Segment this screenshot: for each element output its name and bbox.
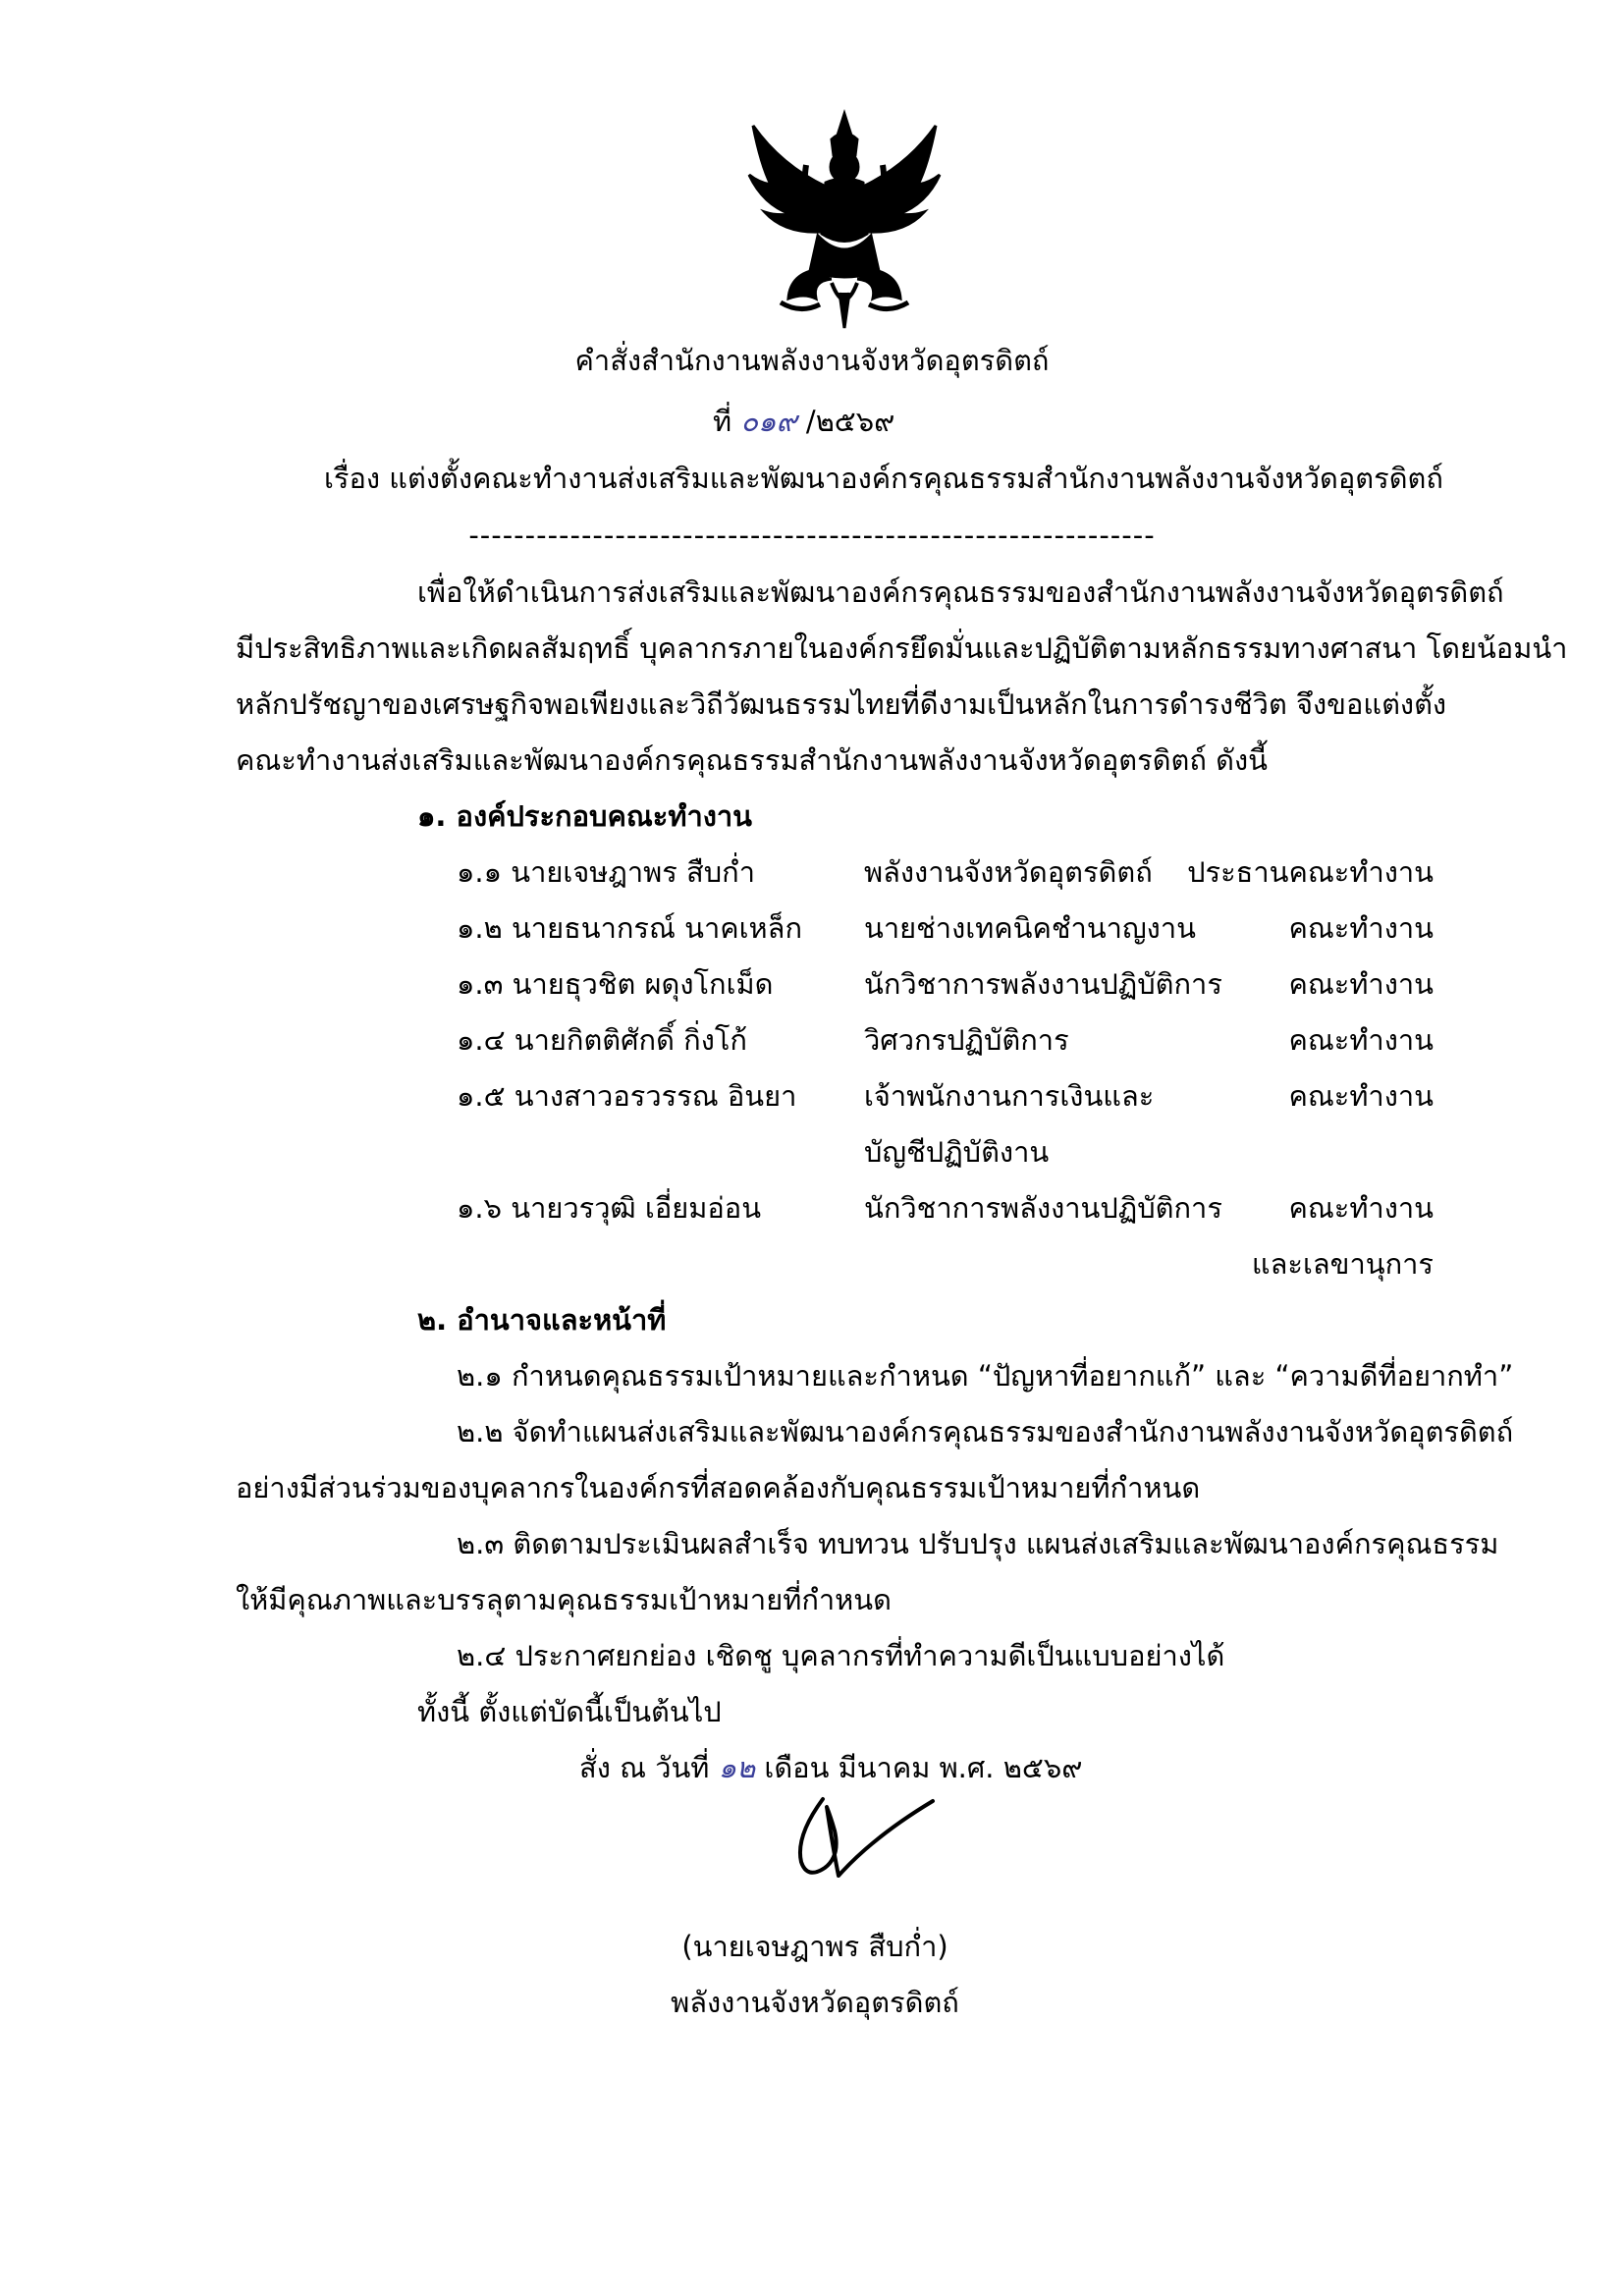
intro-line-4: คณะทำงานส่งเสริมและพัฒนาองค์กรคุณธรรมสำนักงานพลังงานจังหวัดอุตรดิตถ์ ดังนี้ <box>236 743 1268 777</box>
member-row-3-role: คณะทำงาน <box>1288 967 1434 1001</box>
duty-item-3-cont: ให้มีคุณภาพและบรรลุตามคุณธรรมเป้าหมายที่กำหนด <box>236 1583 892 1616</box>
member-row-4-name <box>457 1020 747 1060</box>
subject-label: เรื่อง <box>324 462 381 495</box>
member-no: ๑.๔ <box>457 1023 506 1057</box>
member-row-6-role: คณะทำงาน <box>1288 1191 1434 1225</box>
member-row-5-position-cont: บัญชีปฏิบัติงาน <box>864 1135 1050 1169</box>
member-row-2-role: คณะทำงาน <box>1288 911 1434 945</box>
header-divider: ------------------------------------------------------------- <box>468 519 1156 552</box>
member-name: นายธนากรณ์ นาคเหล็ก <box>511 911 803 945</box>
member-row-3-position: นักวิชาการพลังงานปฏิบัติการ <box>864 967 1222 1001</box>
intro-line-3: หลักปรัชญาของเศรษฐกิจพอเพียงและวิถีวัฒนธรรมไทยที่ดีงามเป็นหลักในการดำรงชีวิต จึงขอแต่งตั้ง <box>236 687 1447 721</box>
signer-name: (นายเจษฎาพร สืบก่ำ) <box>681 1930 948 1963</box>
member-name: นางสาวอรวรรณ อินยา <box>514 1079 797 1113</box>
duty-item-4: ๒.๔ ประกาศยกย่อง เชิดชู บุคลากรที่ทำความดีเป็นแบบอย่างได้ <box>457 1639 1225 1672</box>
signature-mark <box>776 1777 943 1886</box>
member-row-6-position: นักวิชาการพลังงานปฏิบัติการ <box>864 1191 1222 1225</box>
order-date-suffix: เดือน มีนาคม พ.ศ. ๒๕๖๙ <box>764 1751 1083 1784</box>
order-number-suffix: /๒๕๖๙ <box>805 405 895 438</box>
garuda-emblem-icon <box>741 106 947 332</box>
member-name: นายธุวชิต ผดุงโกเม็ด <box>512 967 774 1001</box>
intro-line-2: มีประสิทธิภาพและเกิดผลสัมฤทธิ์ บุคลากรภายในองค์กรยึดมั่นและปฏิบัติตามหลักธรรมทางศาสนา โดยน้อมนำ <box>236 631 1568 665</box>
duty-item-2-cont: อย่างมีส่วนร่วมของบุคลากรในองค์กรที่สอดคล้องกับคุณธรรมเป้าหมายที่กำหนด <box>236 1471 1201 1504</box>
member-name: นายกิตติศักดิ์ กิ่งโก้ <box>514 1023 747 1057</box>
member-no: ๑.๕ <box>457 1079 506 1113</box>
order-number-handwritten: ๐๑๙ <box>740 405 797 438</box>
subject-line <box>324 459 1443 498</box>
member-row-5-name <box>457 1076 796 1116</box>
member-row-2-position: นายช่างเทคนิคชำนาญงาน <box>864 911 1196 945</box>
order-day-handwritten: ๑๒ <box>718 1751 756 1784</box>
order-date-prefix: สั่ง ณ วันที่ <box>579 1751 710 1784</box>
member-row-6-name <box>457 1188 761 1228</box>
intro-line-1: เพื่อให้ดำเนินการส่งเสริมและพัฒนาองค์กรคุณธรรมของสำนักงานพลังงานจังหวัดอุตรดิตถ์ <box>417 575 1504 609</box>
member-no: ๑.๖ <box>457 1191 503 1225</box>
subject-text: แต่งตั้งคณะทำงานส่งเสริมและพัฒนาองค์กรคุณธรรมสำนักงานพลังงานจังหวัดอุตรดิตถ์ <box>389 462 1443 495</box>
member-no: ๑.๒ <box>457 911 503 945</box>
duty-item-3: ๒.๓ ติดตามประเมินผลสำเร็จ ทบทวน ปรับปรุง แผนส่งเสริมและพัฒนาองค์กรคุณธรรม <box>457 1527 1499 1560</box>
member-row-4-position: วิศวกรปฏิบัติการ <box>864 1023 1069 1057</box>
duty-item-1: ๒.๑ กำหนดคุณธรรมเป้าหมายและกำหนด “ปัญหาที่อยากแก้” และ “ความดีที่อยากทำ” <box>457 1359 1514 1393</box>
order-number-prefix: ที่ <box>713 405 732 438</box>
order-number <box>713 402 894 441</box>
section2-heading: ๒. อำนาจและหน้าที่ <box>417 1303 667 1337</box>
member-name: นายวรวุฒิ เอี่ยมอ่อน <box>511 1191 762 1225</box>
signer-title: พลังงานจังหวัดอุตรดิตถ์ <box>671 1986 959 2019</box>
duty-item-2: ๒.๒ จัดทำแผนส่งเสริมและพัฒนาองค์กรคุณธรรมของสำนักงานพลังงานจังหวัดอุตรดิตถ์ <box>457 1415 1514 1449</box>
section1-heading: ๑. องค์ประกอบคณะทำงาน <box>417 799 752 833</box>
member-no: ๑.๑ <box>457 855 503 889</box>
member-row-6-role-cont: และเลขานุการ <box>1251 1247 1434 1281</box>
member-row-1-position: พลังงานจังหวัดอุตรดิตถ์ <box>864 855 1153 889</box>
member-row-5-position: เจ้าพนักงานการเงินและ <box>864 1079 1155 1113</box>
member-row-1-role: ประธานคณะทำงาน <box>1187 855 1434 889</box>
member-row-5-role: คณะทำงาน <box>1288 1079 1434 1113</box>
member-no: ๑.๓ <box>457 967 504 1001</box>
member-name: นายเจษฎาพร สืบก่ำ <box>511 855 756 889</box>
document-title: คำสั่งสำนักงานพลังงานจังหวัดอุตรดิตถ์ <box>574 344 1050 377</box>
member-row-2-name <box>457 908 802 948</box>
member-row-4-role: คณะทำงาน <box>1288 1023 1434 1057</box>
member-row-1-name <box>457 852 755 892</box>
effective-statement: ทั้งนี้ ตั้งแต่บัดนี้เป็นต้นไป <box>417 1695 722 1728</box>
member-row-3-name <box>457 964 773 1004</box>
